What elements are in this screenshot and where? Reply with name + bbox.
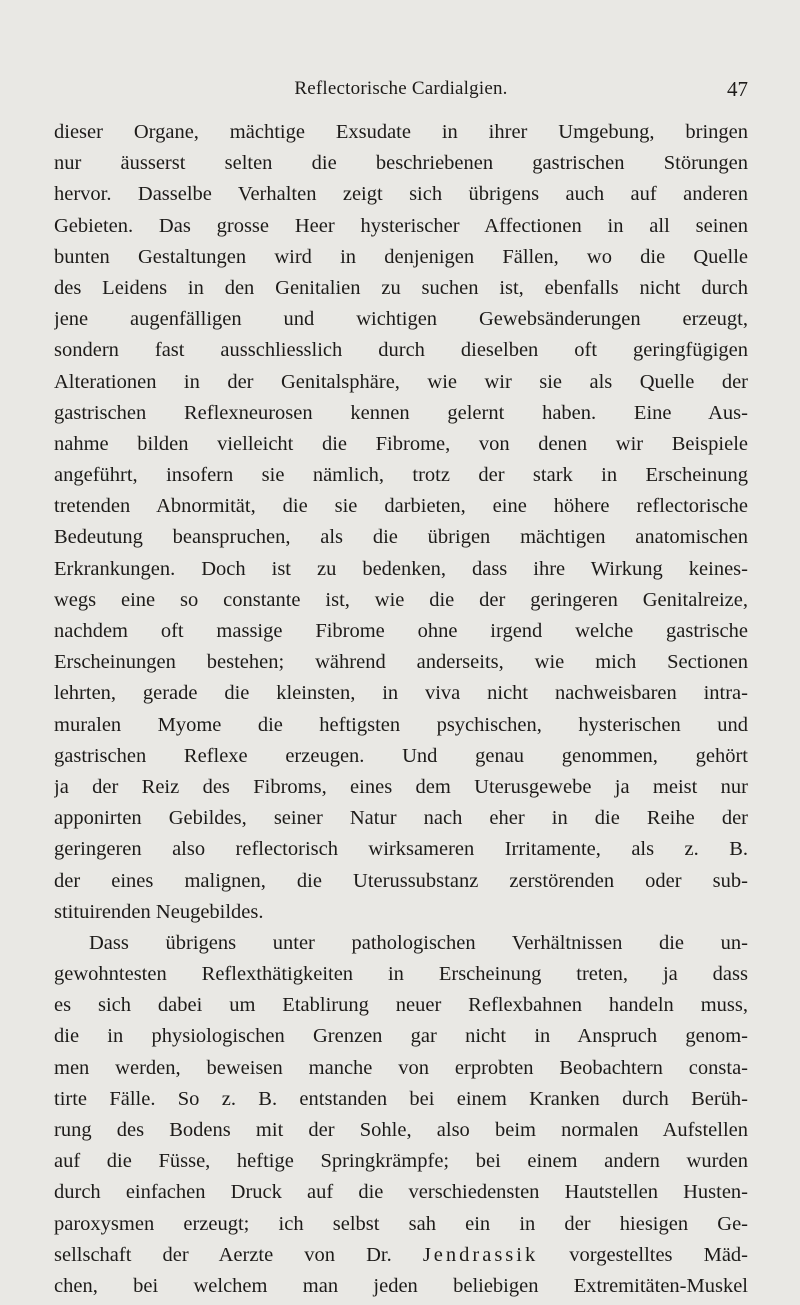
text-line: muralen Myome die heftigsten psychischen, hysterischen und	[54, 713, 748, 736]
running-head	[54, 74, 748, 104]
text-line: jene augenfälligen und wichtigen Gewebsänderungen erzeugt,	[54, 308, 748, 331]
text-line: Erscheinungen bestehen; während anderseits, wie mich Sectionen	[54, 651, 748, 674]
text-line: auf die Füsse, heftige Springkrämpfe; bei einem andern wurden	[54, 1150, 748, 1173]
text-line: wegs eine so constante ist, wie die der geringeren Genitalreize,	[54, 588, 748, 611]
paragraph-start-line: Dass übrigens unter pathologischen Verhältnissen die un-	[89, 931, 748, 954]
text-line: men werden, beweisen manche von erprobten Beobachtern consta-	[54, 1056, 748, 1079]
text-line: ja der Reiz des Fibroms, eines dem Uterusgewebe ja meist nur	[54, 775, 748, 798]
text-line: nahme bilden vielleicht die Fibrome, von denen wir Beispiele	[54, 432, 748, 455]
text-line: es sich dabei um Etablirung neuer Reflexbahnen handeln muss,	[54, 994, 748, 1017]
text-line: Alterationen in der Genitalsphäre, wie wir sie als Quelle der	[54, 370, 748, 393]
text-line: der eines malignen, die Uterussubstanz zerstörenden oder sub-	[54, 869, 748, 892]
text-line: durch einfachen Druck auf die verschiedensten Hautstellen Husten-	[54, 1181, 748, 1204]
text-line: nachdem oft massige Fibrome ohne irgend welche gastrische	[54, 620, 748, 642]
text-line: geringeren also reflectorisch wirksameren Irritamente, als z. B.	[54, 838, 748, 861]
text-line: angeführt, insofern sie nämlich, trotz der stark in Erscheinung	[54, 464, 748, 487]
paragraph-end-line: stituirenden Neugebildes.	[54, 900, 264, 923]
text-line: tretenden Abnormität, die sie darbieten, eine höhere reflectorische	[54, 495, 748, 518]
text-line: tirte Fälle. So z. B. entstanden bei einem Kranken durch Berüh-	[54, 1087, 748, 1110]
text-line: gewohntesten Reflexthätigkeiten in Erscheinung treten, ja dass	[54, 963, 748, 986]
text-line: gastrischen Reflexneurosen kennen gelernt haben. Eine Aus-	[54, 401, 748, 424]
text-line: rung des Bodens mit der Sohle, also beim normalen Aufstellen	[54, 1119, 748, 1141]
text-line: des Leidens in den Genitalien zu suchen ist, ebenfalls nicht durch	[54, 276, 748, 299]
text-line: die in physiologischen Grenzen gar nicht in Anspruch genom-	[54, 1025, 748, 1048]
text-line: paroxysmen erzeugt; ich selbst sah ein in der hiesigen Ge-	[54, 1212, 748, 1235]
body-text	[54, 117, 748, 1302]
running-title: Reflectorische Cardialgien.	[294, 78, 508, 99]
text-line: nur äusserst selten die beschriebenen gastrischen Störungen	[54, 152, 748, 175]
text-line: lehrten, gerade die kleinsten, in viva nicht nachweisbaren intra-	[54, 682, 748, 705]
text-line: apponirten Gebildes, seiner Natur nach eher in die Reihe der	[54, 807, 748, 830]
line-end: vorgestelltes Mäd-	[569, 1243, 748, 1266]
text-line: hervor. Dasselbe Verhalten zeigt sich übrigens auch auf anderen	[54, 183, 748, 206]
line-start: sellschaft der Aerzte von Dr.	[54, 1243, 392, 1266]
text-line: chen, bei welchem man jeden beliebigen Extremitäten-Muskel	[54, 1274, 748, 1297]
text-line: gastrischen Reflexe erzeugen. Und genau genommen, gehört	[54, 744, 748, 767]
text-line: bunten Gestaltungen wird in denjenigen Fällen, wo die Quelle	[54, 245, 748, 268]
text-line: dieser Organe, mächtige Exsudate in ihrer Umgebung, bringen	[54, 121, 748, 143]
text-line-with-name	[54, 1240, 748, 1271]
author-name: Jendrassik	[422, 1243, 539, 1266]
text-line: Erkrankungen. Doch ist zu bedenken, dass ihre Wirkung keines-	[54, 557, 748, 580]
text-line: Gebieten. Das grosse Heer hysterischer Affectionen in all seinen	[54, 214, 748, 237]
text-line: Bedeutung beanspruchen, als die übrigen mächtigen anatomischen	[54, 526, 748, 549]
page-number: 47	[727, 77, 748, 101]
text-line: sondern fast ausschliesslich durch dieselben oft geringfügigen	[54, 339, 748, 362]
